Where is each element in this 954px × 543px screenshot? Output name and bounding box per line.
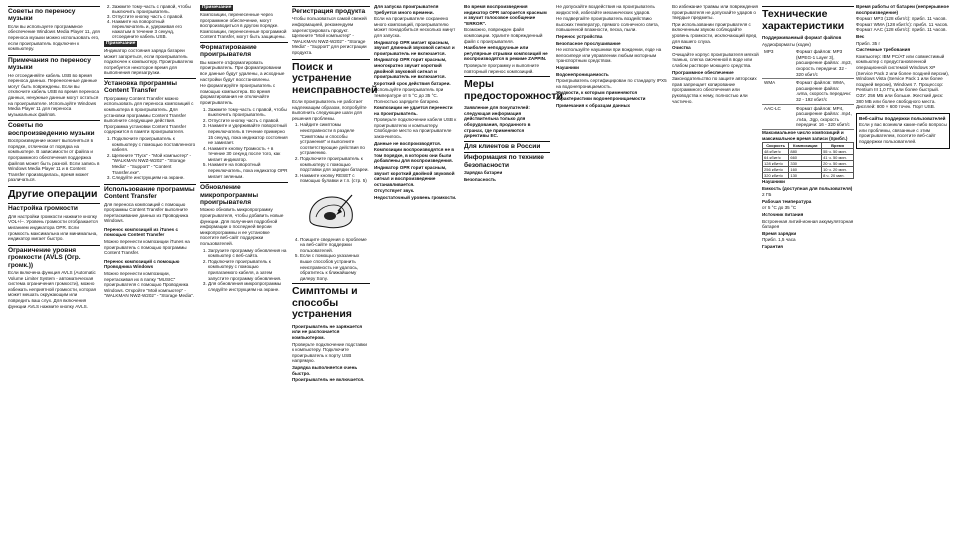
symptom-text: Проверьте подключение подставки к компьютеру. Подключите проигрыватель к порту USB напрямую.	[292, 341, 367, 364]
restart-step: 3. Отпустите кнопку часть с правой.	[112, 14, 196, 19]
firmware-step: 1. Загрузите программу обновления на компьютер с веб-сайта.	[208, 248, 288, 259]
troubleshooting-steps	[292, 122, 370, 184]
column-6	[464, 4, 563, 539]
support-websites-box	[856, 113, 950, 149]
format-note: Не форматируйте проигрыватель с помощью компьютера. Во время форматирования не отключайте проигрыватель.	[200, 83, 276, 105]
cleaning-heading: Очистка	[672, 45, 691, 51]
volume-heading: Настройка громкости	[8, 203, 100, 212]
symptom-heading: Проигрыватель не заряжается или не распознается компьютером.	[292, 323, 363, 340]
battery-life-heading: Время работы от батареи (непрерывное воспроизведение)	[856, 4, 949, 15]
table-cell: 55 ч. 50 мин.	[822, 149, 854, 155]
headphones-safety-text: Не используйте наушники при вождении, езде на велосипеде или управлении любым моторным транспортным средством.	[556, 47, 662, 64]
format-name: MP3	[764, 49, 774, 55]
power-source-value: Встроенная литий-ионная аккумуляторная батарея	[762, 218, 854, 230]
format-row	[762, 48, 854, 79]
troubleshooting-heading: Поиск и устранение неисправностей	[292, 60, 378, 96]
table-header-row	[763, 143, 854, 149]
note-label: Примечание	[202, 5, 232, 10]
charge-time-value: Прибл. 1,5 часа	[762, 237, 796, 243]
symptom-heading: Недостаточный уровень громкости.	[374, 195, 457, 200]
table-cell: 880	[789, 149, 822, 155]
weight-value: Прибл. 35 г	[856, 40, 881, 46]
symptom-text: Используйте проигрыватель при температуре от 5 °C до 35 °C. Полностью зарядите батарею.	[374, 87, 444, 104]
waterproof-text: Проигрыватель сертифицирован по стандарту IPX5 на водонепроницаемость.	[556, 78, 667, 89]
cautions-text: Заявление для покупателей: следующая информация действительна только для оборудования, проданного в странах, где применяются директивы ЕС.	[464, 105, 531, 139]
other-operations-heading: Другие операции	[8, 186, 100, 201]
max-songs-table	[762, 142, 854, 179]
firmware-steps	[200, 248, 288, 293]
column-2	[104, 4, 196, 539]
format-text: Вы можете отформатировать проигрыватель. При форматировании все данные будут удалены, а исходные настройки будут восстановлены.	[200, 59, 285, 82]
symptoms-heading: Симптомы и способы устранения	[292, 283, 370, 321]
symptom-heading: Индикатор OPR горит красным, звучит короткий двойной звуковой сигнал и воспроизведение останавливается.	[374, 165, 455, 187]
symptom-text: Проверьте программу и выполните повторный перенос композиций.	[464, 62, 540, 74]
codec-label: Аудиоформаты (кодек)	[762, 41, 811, 47]
power-source-heading: Источник питания	[762, 212, 804, 218]
table-cell: 320 кбит/с	[763, 173, 789, 179]
cleaning-text: Очищайте корпус проигрывателя мягкой тканью, слегка смоченной в воде или слабом растворе моющего средства.	[672, 51, 759, 68]
firmware-step: 3. Для обновления микропрограммы следуйте инструкциям на экране.	[208, 281, 288, 292]
troubleshooting-step: 3. Нажмите кнопку RESET с помощью булавки и т.п. (стр. 5)	[300, 173, 370, 184]
waterproof-heading: Водонепроницаемость	[556, 71, 609, 77]
table-row	[763, 173, 854, 179]
liquids-heading: Жидкости, к которым применяются характеристики водонепроницаемости	[556, 90, 646, 101]
restart-step: 2. Зажмите тому-часть с правой, чтобы выключить проигрыватель.	[112, 4, 196, 14]
column-10	[856, 4, 950, 539]
firmware-update-text: Можно обновить микропрограмму проигрывателя, чтобы добавить новые функции. Для получения подробной информации о последней версии микропрограммы и ее установке посетите веб-сайт поддержки пользователей.	[200, 207, 284, 247]
reset-button-illustration	[296, 187, 368, 233]
troubleshooting-step: 4. Поищите сведения о проблеме на веб-сайте поддержки пользователей.	[300, 237, 370, 254]
temperature-heading: Рабочая температура	[762, 198, 812, 204]
cautions-heading: Меры предосторожности	[464, 78, 563, 102]
avls-heading: Ограничение уровня громкости (AVLS (Огр. громк.))	[8, 245, 100, 269]
column-5	[374, 4, 458, 539]
avls-text: Если включена функция AVLS (Automatic Volume Limiter System - автоматическая система ограничения громкости), можно избежать неприятной громкости, которая может мешать окружающим или повредить ваш слух. Для включения функции AVLS нажмите кнопку AVLS.	[8, 270, 97, 309]
symptom-heading: Данные не воспроизводятся.	[374, 140, 442, 146]
software-heading: Программное обеспечение	[672, 69, 734, 75]
charge-time-heading: Время зарядки	[762, 230, 797, 236]
content-transfer-use-heading: Использование программы Content Transfer	[104, 185, 195, 201]
format-step: 3. Нажмите и удерживайте поворотный переключатель в течение примерно 15 секунд, пока индикатор состояния не замигает.	[208, 123, 288, 145]
tips-playback-heading: Советы по воспроизведению музыки	[8, 120, 100, 137]
symptom-text: Проверьте подключение кабеля USB к проигрывателю и компьютеру. Свободное место на проигрывателе закончилось.	[374, 117, 457, 140]
capacity-value: 2 ГБ	[762, 192, 772, 198]
format-row	[762, 79, 854, 104]
tips-playback-text: Воспроизведение может выполняться в порядке, отличном от порядка на компьютере. В зависимости от файла и программного обеспечения поддержка файлов может быть разной. Если запись в Windows Media Player 11 и в Content Transfer производилась, время может различаться.	[8, 138, 100, 183]
install-step: 2. Щелкните "Пуск" - "Мой компьютер" - "WALKMAN NWZ-W202" - "Storage Media" - "Support" - "Content Transfer.exe".	[112, 153, 196, 175]
table-header: Скорость	[763, 143, 789, 149]
body-text: Во избежание травмы или повреждения проигрывателя не допускайте ударов о твердые предметы.	[672, 4, 759, 21]
russia-heading: Для клиентов в России	[464, 141, 550, 150]
itunes-transfer-heading: Перенос композиций из iTunes с помощью Content Transfer	[104, 226, 179, 238]
troubleshooting-steps-continued	[292, 237, 370, 282]
symptom-heading: Композиции не удается перенести на проигрыватель.	[374, 105, 453, 116]
safety-info-heading: Информация по технике безопасности	[464, 152, 550, 169]
restart-steps	[104, 4, 196, 39]
format-step: 5. Нажмите на поворотный переключатель, пока индикатор OPR мигает зеленым.	[208, 162, 288, 179]
support-websites-heading: Веб-сайты поддержки пользователей	[859, 115, 946, 121]
battery-charging-heading: Зарядка батареи	[464, 169, 503, 175]
table-cell: 20 ч. 50 мин.	[822, 161, 854, 167]
install-step: 3. Следуйте инструкциям на экране.	[112, 175, 196, 181]
table-header: Композиции	[789, 143, 822, 149]
format-steps	[200, 107, 288, 180]
format-step: 1. Зажмите тому-часть с правой, чтобы выключить проигрыватель.	[208, 107, 288, 118]
table-cell: 10 ч. 20 мин.	[822, 167, 854, 173]
troubleshooting-text: Если проигрыватель не работает надлежащим образом, попробуйте выполнить следующие шаги для решения проблемы.	[292, 99, 367, 121]
symptom-heading: Проигрыватель не включается.	[292, 377, 365, 383]
format-step: 4. Нажмите кнопку Громкость + в течение 30 секунд после того, как мигает индикатор.	[208, 146, 288, 163]
column-3	[200, 4, 288, 539]
content-transfer-install-text: Программу Content Transfer можно использовать для переноса композиций с компьютера в проигрыватель. Для установки программы Content Transfer выполните следующие действия. Программа установки Content Transfer содержится в памяти проигрывателя.	[104, 95, 194, 135]
body-text: При использовании проигрывателя с включенным звуком соблюдайте уровень громкости, исключающий вред для вашего слуха.	[672, 21, 757, 44]
table-cell: 660	[789, 155, 822, 161]
max-songs-heading: Максимальное число композиций и максимальное время записи (прибл.)	[762, 129, 848, 141]
system-requirements-heading: Системные требования	[856, 47, 911, 53]
format-name: AAC-LC	[764, 105, 781, 111]
symptom-text: Возможно, поврежден файл композиции. Удалите поврежденный файл с проигрывателя.	[464, 27, 543, 44]
battery-life-text: Формат MP3 (128 кбит/с): прибл. 11 часов. Формат WMA (128 кбит/с): прибл. 11 часов. Формат AAC (128 кбит/с): прибл. 11 часов.	[856, 16, 949, 33]
firmware-update-heading: Обновление микропрограммы проигрывателя	[200, 182, 288, 206]
formats-heading: Поддерживаемый формат файлов	[762, 35, 842, 40]
warranty-heading: Гарантия	[762, 244, 783, 250]
body-text: Не подвергайте проигрыватель воздействию высоких температур, прямого солнечного света, повышенной влажности, песка, пыли.	[556, 16, 659, 33]
format-heading: Форматирование проигрывателя	[200, 42, 288, 59]
firmware-step: 2. Подключите проигрыватель к компьютеру с помощью прилагаемого кабеля, а затем запустите программу обновления.	[208, 259, 288, 281]
column-1	[8, 4, 100, 539]
table-cell: 130	[789, 173, 822, 179]
sample-data-heading: Примечания к образцам данных	[556, 102, 631, 108]
capacity-heading: Емкость (доступная для пользователя)	[762, 185, 853, 191]
tips-transfer-text: Если вы используете программное обеспечение Windows Media Player 11, для переноса музыки можно использовать его, если проигрыватель подключен к компьютеру.	[8, 23, 100, 52]
format-details: Формат файлов: MP4, расширение файла: .mp4, .m4a, .3gp, скорость передачи: 16 - 320 кбит/с	[796, 105, 852, 128]
table-cell: 256 кбит/с	[763, 167, 789, 173]
table-cell: 64 кбит/с	[763, 155, 789, 161]
note-text: Композиции, перенесенные через программное обеспечение, могут воспроизводиться в другом порядке. Композиции, перенесенные программой Content Transfer, могут быть защищены.	[200, 12, 287, 40]
note-text: Индикатор состояния заряда батареи может загореться, если проигрыватель подключен к компьютеру. Проигрывателю потребуется некоторое время для выполнения перезагрузки.	[104, 48, 194, 76]
table-cell: 128 кбит/с	[763, 161, 789, 167]
format-step: 2. Отпустите кнопку часть с правой.	[208, 118, 288, 124]
symptom-heading: Для запуска проигрывателя требуется много времени.	[374, 4, 439, 15]
table-header: Время	[822, 143, 854, 149]
column-9	[762, 4, 854, 539]
table-cell: 160	[789, 167, 822, 173]
weight-heading: Вес	[856, 33, 865, 39]
system-requirements-text: Компьютер: IBM PC/AT или совместимый компьютер с предустановленной операционной системой Windows XP (Service Pack 2 или более поздней версии), Windows Vista (Service Pack 1 или более поздней версии), Windows 7. Процессор: Pentium III 1,0 ГГц или более быстрый. ОЗУ: 256 МБ или больше. Жесткий диск: 380 МБ или более свободного места. Дисплей: 800 × 600 точек. Порт USB.	[856, 53, 950, 110]
format-details: Формат файлов: MP3 (MPEG-1 Layer 3), расширение файла: .mp3, скорость передачи: 32 - 320 кбит/с	[796, 49, 852, 77]
format-row	[762, 105, 854, 130]
symptom-heading: Отсутствует звук.	[374, 188, 415, 194]
notes-transfer-heading: Примечания по переносу музыки	[8, 55, 100, 72]
registration-heading: Регистрация продукта	[292, 6, 370, 15]
headphones-safety-heading: Безопасное прослушивание	[556, 40, 621, 46]
troubleshooting-step: 2. Подключите проигрыватель к компьютеру с помощью подставки для зарядки батареи.	[300, 156, 370, 173]
content-transfer-steps	[104, 136, 196, 181]
safety-heading: Безопасность	[464, 176, 496, 182]
table-cell: 330	[789, 161, 822, 167]
column-4	[292, 4, 378, 539]
symptom-heading: Во время воспроизведения индикатор OPR загорается красным и звучит голосовое сообщение "ERROR".	[464, 4, 547, 26]
note-label: Примечание	[106, 41, 136, 46]
symptom-heading: Композиции воспроизводятся не в том порядке, в котором они были добавлены для воспроизведения.	[374, 147, 455, 164]
tips-transfer-heading: Советы по переносу музыки	[8, 6, 100, 23]
registration-text: Чтобы пользоваться самой свежей информацией, рекомендуем зарегистрировать продукт. Щелкните "Мой компьютер" - "WALKMAN NWZ-W202" - "Storage Media" - "Support" для регистрации продукта.	[292, 16, 367, 55]
symptom-text: Если на проигрывателе сохранено много композиций, проигрывателю может понадобиться несколько минут для запуска.	[374, 16, 456, 38]
column-7	[556, 4, 670, 539]
explorer-transfer-heading: Перенос композиций с помощью Проводника Windows	[104, 258, 180, 270]
symptom-heading: Короткий срок действия батареи.	[374, 80, 451, 86]
install-heading: Перенос устройства	[556, 33, 603, 39]
symptom-heading: Индикатор OPR мигает красным, звучит длинный звуковой сигнал и проигрыватель не включается.	[374, 39, 455, 56]
support-websites-text: Если у вас возникли какие-либо вопросы или проблемы, связанные с этим проигрывателем, посетите веб-сайт поддержки пользователей.	[859, 122, 947, 145]
volume-text: Для настройки громкости нажмите кнопку VOL+/–. Уровень громкости отображается миганием индикатора OPR. Если громкость максимальна или минимальна, индикатор мигает быстро.	[8, 213, 98, 242]
headphones-heading: Наушники	[556, 64, 579, 70]
restart-step: 4. Нажмите на поворотный переключатель и, удерживая его нажатым в течение 3 секунд, отсоедините кабель USB.	[112, 19, 196, 39]
content-transfer-use-text: Для переноса композиций с помощью программы Content Transfer выполните перетаскивание данных из Проводника Windows.	[104, 201, 189, 224]
troubleshooting-step: 5. Если с помощью указанных выше способов устранить неисправность не удалось, обратитесь к ближайшему дилеру Sony.	[300, 253, 370, 281]
symptom-heading: Наиболее неподручные или регулярные отрывки композиций не воспроизводятся в режиме ZAPPIN.	[464, 45, 548, 62]
explorer-transfer-text: Можно перенести композиции, перетаскивая их в папку "MUSIC" проигрывателя с помощью Проводника Windows. Откройте "Мой компьютер" - "WALKMAN NWZ-W202" - "Storage Media".	[104, 271, 195, 299]
symptom-heading: Зарядка выполняется очень быстро.	[292, 364, 358, 376]
format-details: Формат файлов: WMA, расширение файла: .wma, скорость передачи: 32 - 192 кбит/с	[796, 80, 852, 102]
install-step: 1. Подключите проигрыватель к компьютеру с помощью поставленного кабеля.	[112, 136, 196, 153]
table-cell: 48 кбит/с	[763, 149, 789, 155]
table-cell: 41 ч. 50 мин.	[822, 155, 854, 161]
notes-transfer-text: Не отсоединяйте кабель USB во время переноса данных. Перенесенные данные могут быть повреждены. Если вы отключите кабель USB во время переноса данных, ненужные данные могут остаться на проигрывателе. Используйте Windows Media Player 11 для переноса музыкальных файлов.	[8, 72, 99, 117]
temperature-value: от 5 °C до 35 °C	[762, 205, 797, 211]
column-8	[672, 4, 760, 539]
format-name: WMA	[764, 80, 776, 86]
specifications-heading: Технические характеристики	[762, 6, 854, 32]
symptom-heading: Индикатор OPR горит красным, многократно звучит короткий двойной звуковой сигнал и проигрыватель не включается.	[374, 57, 447, 80]
table-cell: 8 ч. 20 мин.	[822, 173, 854, 179]
troubleshooting-step: 1. Найдите симптомы неисправности в разделе "Симптомы и способы устранения" и выполните соответствующие действия по устранению.	[300, 122, 370, 156]
content-transfer-install-heading: Установка программы Content Transfer	[104, 78, 196, 95]
software-text: Законодательство по защите авторских прав запрещает копирование программного обеспечения или руководства к нему, полностью или частично.	[672, 76, 757, 104]
headphones-spec-heading: Наушники	[762, 179, 785, 185]
itunes-transfer-text: Можно перенести композиции iTunes на проигрыватель с помощью программы Content Transfer.	[104, 239, 190, 256]
body-text: Не допускайте воздействия на проигрыватель жидкостей, избегайте механических ударов.	[556, 4, 655, 15]
